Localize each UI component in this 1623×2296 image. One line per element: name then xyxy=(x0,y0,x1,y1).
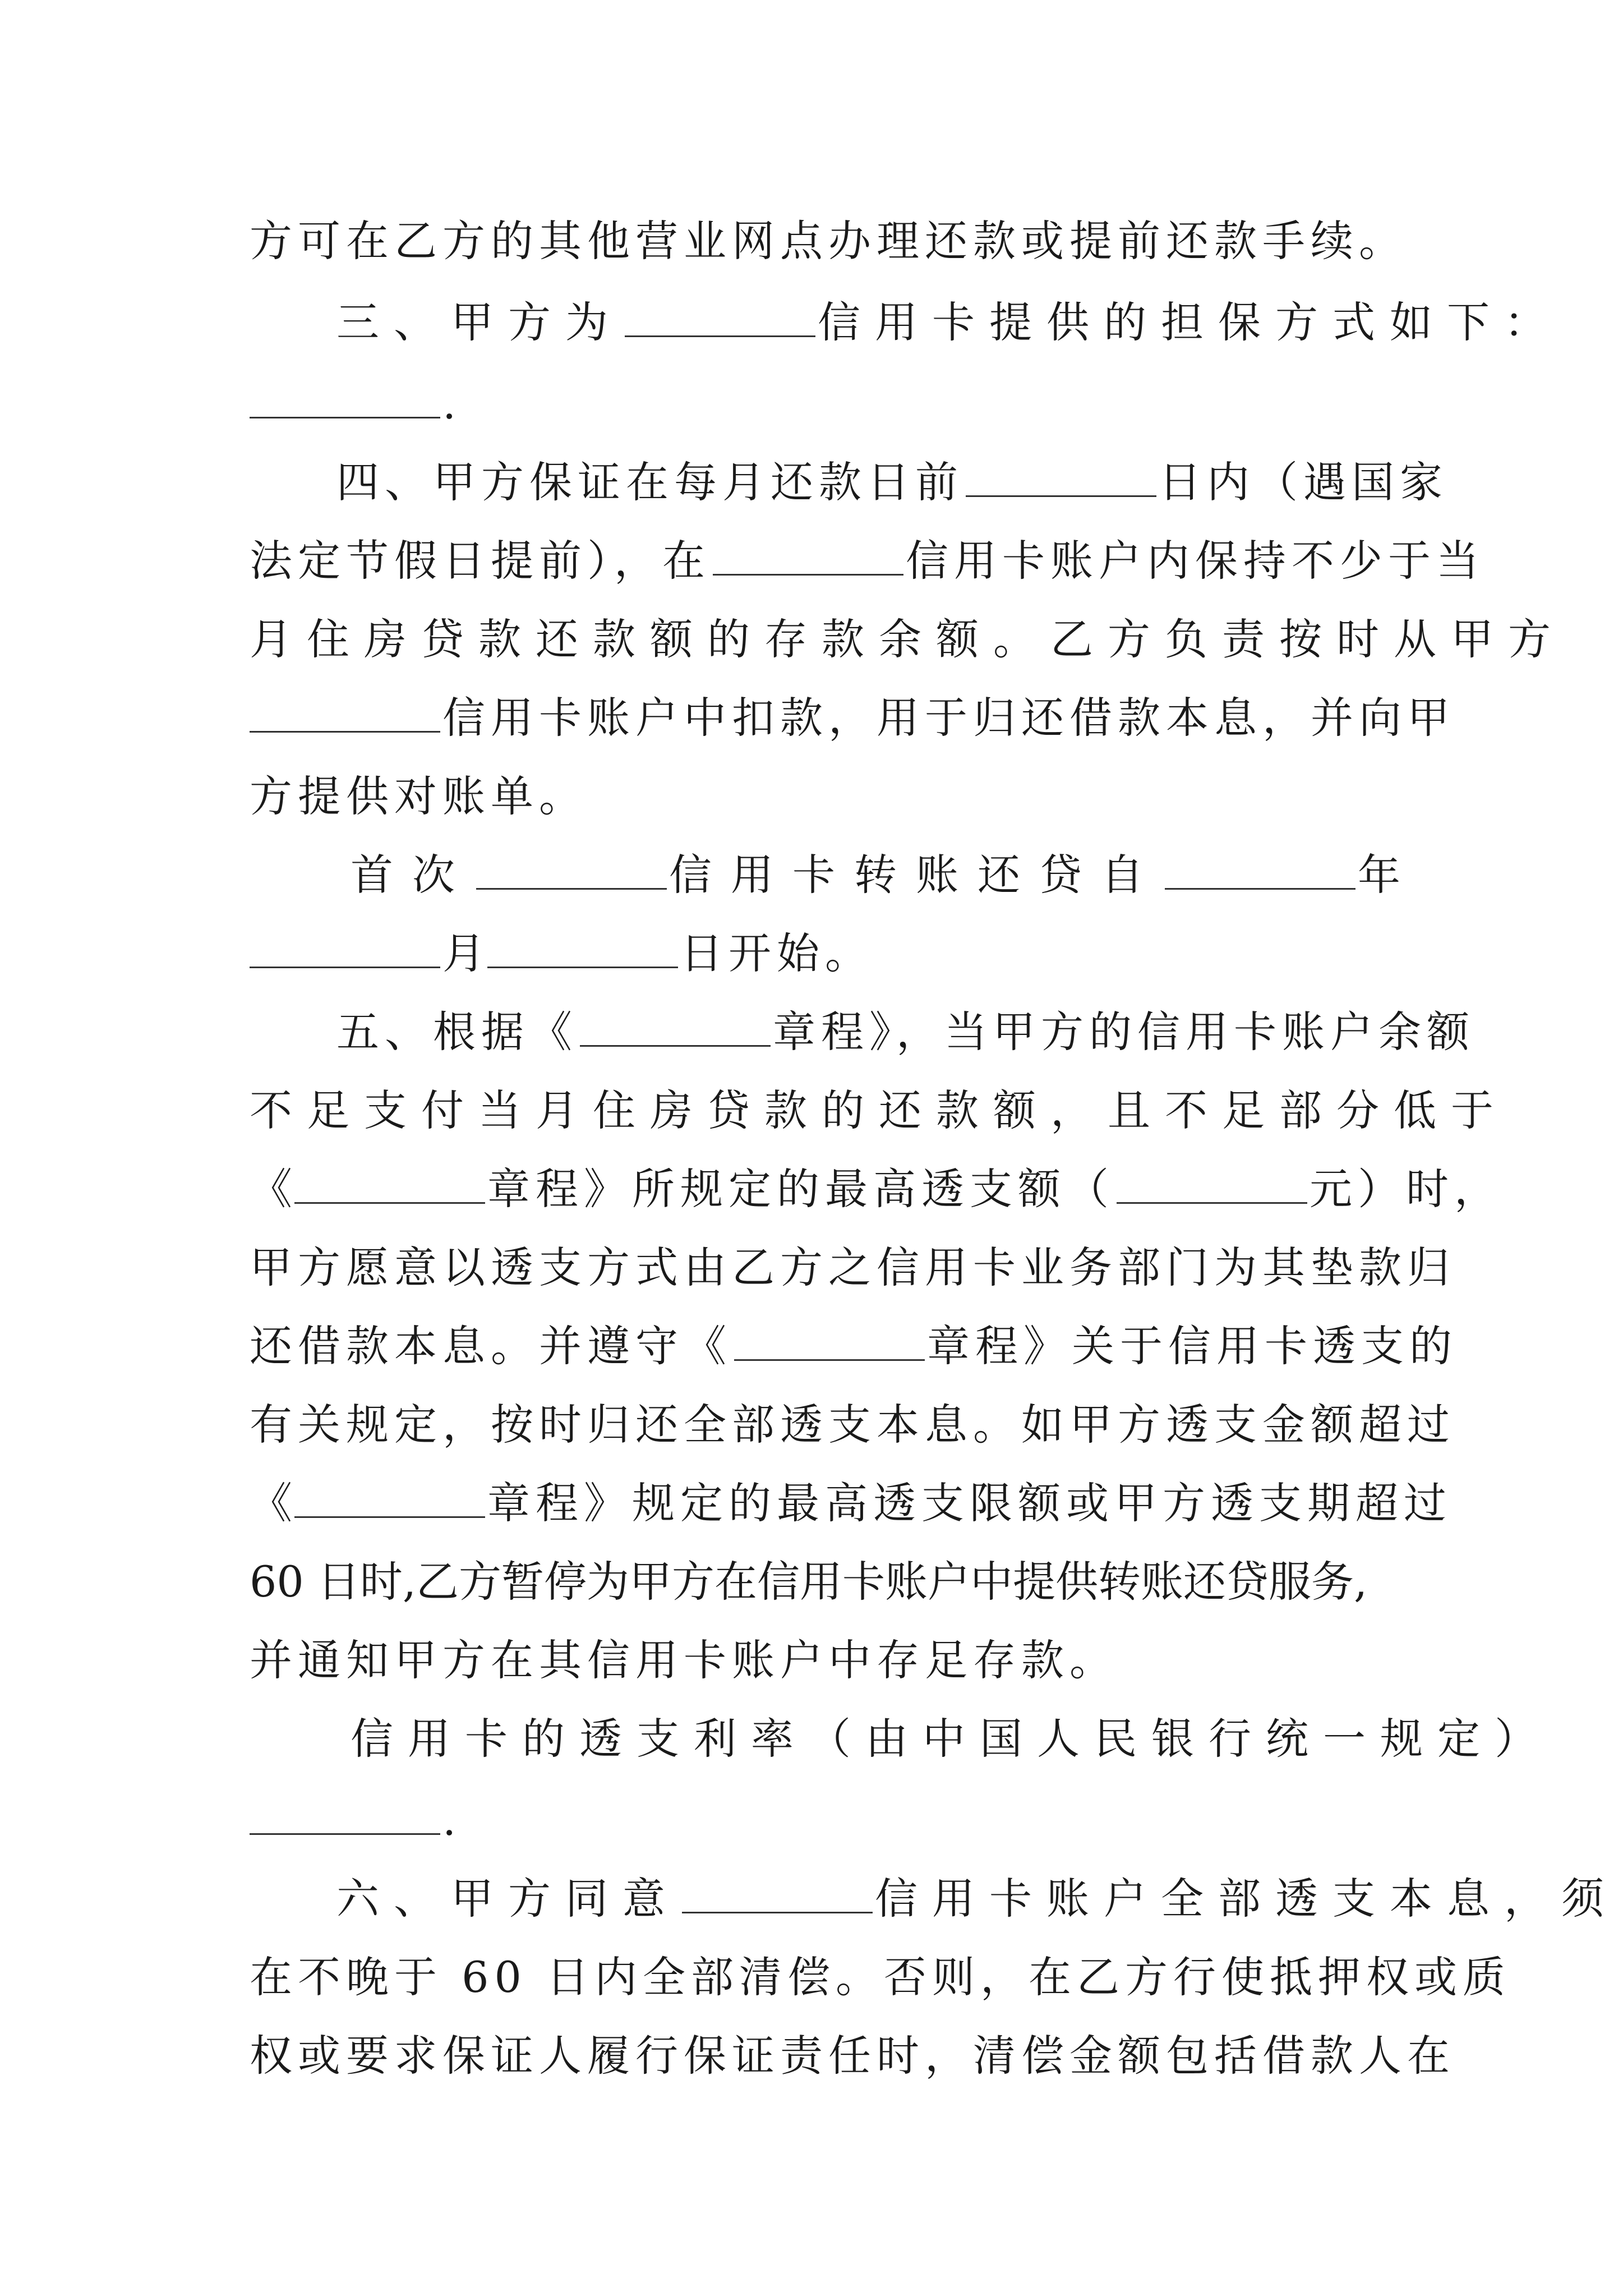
clause-5-line-8 xyxy=(250,1543,1382,1621)
first-transfer-line-1 xyxy=(351,836,1419,914)
text-segment: 权或要求保证人履行保证责任时，清偿金额包括借款人在 xyxy=(250,2031,1455,2081)
text-segment: 甲方愿意以透支方式由乙方之信用卡业务部门为其垫款归 xyxy=(250,1243,1455,1292)
fill-blank[interactable] xyxy=(1117,1163,1307,1204)
text-segment: 四、甲方保证在每月还款日前 xyxy=(336,457,963,507)
fill-blank[interactable] xyxy=(1165,849,1355,890)
text-segment: 在不晚于 60 日内全部清偿。否则，在乙方行使抵押权或质 xyxy=(250,1952,1511,2002)
clause-5-line-6 xyxy=(250,1386,1455,1464)
fill-blank[interactable] xyxy=(580,1006,771,1047)
fill-blank[interactable] xyxy=(476,849,667,890)
clause-4-line-1 xyxy=(336,443,1448,522)
clause-6-line-3 xyxy=(250,2017,1455,2095)
fill-blank[interactable] xyxy=(294,1163,485,1204)
text-segment: 还借款本息。并遵守《 xyxy=(250,1321,732,1371)
text-segment: 信用卡转账还贷自 xyxy=(669,850,1163,900)
text-segment: 首次 xyxy=(351,850,474,900)
fill-blank[interactable] xyxy=(713,535,903,576)
text-segment: 元）时， xyxy=(1310,1164,1502,1214)
fill-blank[interactable] xyxy=(734,1320,925,1361)
clause-5-line-2 xyxy=(250,1071,1508,1150)
paragraph-continuation-line xyxy=(250,202,1407,280)
first-transfer-line-2 xyxy=(250,914,1382,993)
text-segment: 并通知甲方在其信用卡账户中存足存款。 xyxy=(250,1635,1118,1685)
text-segment: 方提供对账单。 xyxy=(250,771,587,821)
clause-5-line-9 xyxy=(250,1621,1382,1700)
clause-4-line-2 xyxy=(250,522,1484,600)
text-segment: 六、甲方同意 xyxy=(336,1874,680,1924)
text-segment: 《 xyxy=(250,1478,292,1528)
clause-3-line-2 xyxy=(250,365,1382,443)
clause-3-line-1 xyxy=(336,283,1561,362)
fill-blank[interactable] xyxy=(294,1477,485,1518)
fill-blank[interactable] xyxy=(625,296,815,337)
clause-6-line-2 xyxy=(250,1938,1511,2017)
text-segment: 章程》关于信用卡透支的 xyxy=(927,1321,1458,1371)
clause-4-line-3 xyxy=(250,600,1565,679)
text-segment: 章程》规定的最高透支限额或甲方透支期超过 xyxy=(487,1478,1452,1528)
text-segment: 信用卡账户中扣款，用于归还借款本息，并向甲 xyxy=(442,693,1455,743)
clause-4-line-4 xyxy=(250,679,1455,757)
text-segment: 日开始。 xyxy=(680,928,873,978)
text-segment: 信用卡账户内保持不少于当 xyxy=(906,536,1484,586)
text-segment: 月 xyxy=(442,928,485,978)
text-segment: 60 日时,乙方暂停为甲方在信用卡账户中提供转账还贷服务, xyxy=(250,1557,1368,1607)
clause-5-line-1 xyxy=(336,993,1475,1071)
text-segment: . xyxy=(442,379,457,429)
overdraft-rate-line-1 xyxy=(351,1700,1552,1778)
text-segment: 年 xyxy=(1358,850,1419,900)
fill-blank[interactable] xyxy=(250,927,440,968)
clause-5-line-7 xyxy=(250,1464,1452,1543)
text-segment: 《 xyxy=(250,1164,292,1214)
clause-4-line-5 xyxy=(250,757,1382,836)
overdraft-rate-line-2 xyxy=(250,1781,1382,1860)
clause-5-line-3 xyxy=(250,1150,1502,1228)
text-segment: 法定节假日提前），在 xyxy=(250,536,711,586)
text-segment: 信用卡账户全部透支本息，须 xyxy=(875,1874,1619,1924)
fill-blank[interactable] xyxy=(487,927,678,968)
text-segment: 日内（遇国家 xyxy=(1159,457,1448,507)
text-segment: 有关规定，按时归还全部透支本息。如甲方透支金额超过 xyxy=(250,1400,1455,1450)
text-segment: 不足支付当月住房贷款的还款额，且不足部分低于 xyxy=(250,1085,1508,1135)
fill-blank[interactable] xyxy=(250,692,440,733)
fill-blank[interactable] xyxy=(250,378,440,418)
fill-blank[interactable] xyxy=(682,1872,873,1913)
fill-blank[interactable] xyxy=(966,456,1156,497)
clause-5-line-5 xyxy=(250,1307,1458,1386)
text-segment: 章程》，当甲方的信用卡账户余额 xyxy=(773,1007,1475,1057)
text-segment: 方可在乙方的其他营业网点办理还款或提前还款手续。 xyxy=(250,216,1407,266)
text-segment: 月住房贷款还款额的存款余额。乙方负责按时从甲方 xyxy=(250,614,1565,664)
clause-5-line-4 xyxy=(250,1228,1455,1307)
text-segment: . xyxy=(442,1795,457,1845)
text-segment: 信用卡的透支利率（由中国人民银行统一规定） xyxy=(351,1714,1552,1764)
text-segment: 五、根据《 xyxy=(336,1007,578,1057)
text-segment: 三、甲方为 xyxy=(336,297,623,347)
fill-blank[interactable] xyxy=(250,1794,440,1835)
clause-6-line-1 xyxy=(336,1860,1619,1938)
text-segment: 信用卡提供的担保方式如下： xyxy=(818,297,1561,347)
text-segment: 章程》所规定的最高透支额（ xyxy=(487,1164,1114,1214)
